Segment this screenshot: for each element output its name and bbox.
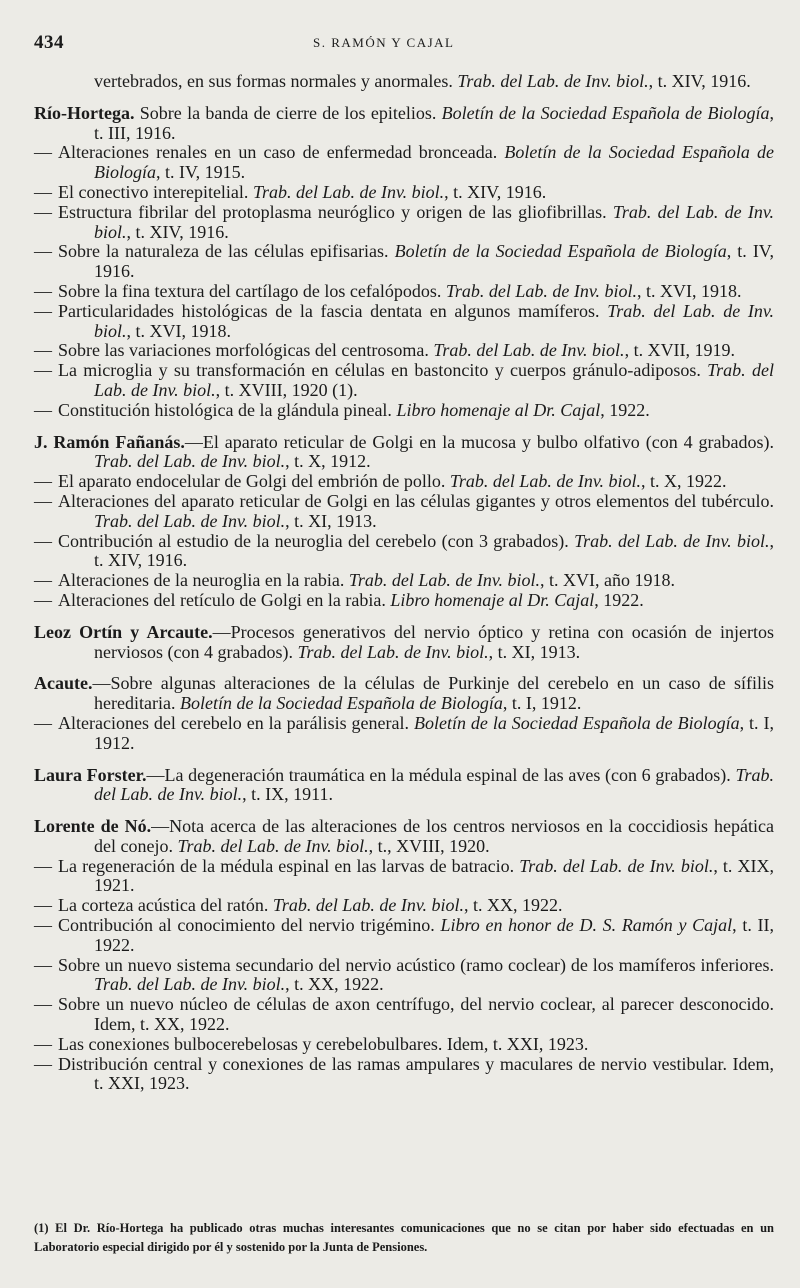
- entry-title: Alteraciones renales en un caso de enfermedad bronceada.: [58, 142, 505, 163]
- bibliography-list: [34, 72, 774, 1106]
- journal-name: Trab. del Lab. de Inv. biol.: [272, 895, 465, 916]
- volume-year: , t. X, 1912.: [285, 451, 371, 472]
- journal-name: Trab. del Lab. de Inv. biol.: [177, 835, 369, 856]
- entry-title: Distribución central y conexiones de las ramas ampulares y maculares de nervio vestibular. Idem, t. XXI, 1923.: [58, 1053, 774, 1094]
- journal-name: Libro homenaje al Dr. Cajal: [390, 589, 595, 610]
- volume-year: , t. IV, 1916.: [94, 241, 774, 282]
- bibliography-entry: [34, 302, 774, 342]
- journal-name: Libro homenaje al Dr. Cajal: [396, 399, 601, 420]
- journal-name: Trab. del Lab. de Inv. biol.: [348, 570, 541, 591]
- ditto-dash: —: [34, 570, 52, 591]
- running-title: S. RAMÓN Y CAJAL: [313, 35, 455, 50]
- volume-year: , t. XVIII, 1920 (1).: [215, 379, 358, 400]
- journal-name: Boletín de la Sociedad Española de Biología: [441, 102, 770, 123]
- page-number: 434: [34, 32, 64, 53]
- volume-year: , t. IX, 1911.: [242, 784, 333, 805]
- bibliography-entry: [34, 282, 774, 302]
- bibliography-entry: [34, 72, 774, 92]
- author-name: Laura Forster.: [34, 764, 147, 785]
- entry-title: Constitución histológica de la glándula pineal.: [58, 399, 397, 420]
- journal-name: Boletín de la Sociedad Española de Biología: [179, 693, 503, 714]
- bibliography-entry: [34, 766, 774, 806]
- entry-title: Alteraciones del cerebelo en la parálisis general.: [58, 712, 414, 733]
- journal-name: Boletín de la Sociedad Española de Biología: [413, 712, 740, 733]
- volume-year: , t. XIV, 1916.: [648, 71, 751, 91]
- entry-title: El aparato endocelular de Golgi del embrión de pollo.: [58, 471, 450, 492]
- volume-year: , t. XVI, 1918.: [637, 280, 742, 301]
- entry-title: Sobre la fina textura del cartílago de los cefalópodos.: [58, 280, 446, 301]
- ditto-dash: —: [34, 895, 52, 916]
- bibliography-entry: [34, 242, 774, 282]
- volume-year: , t. XX, 1922.: [285, 974, 384, 995]
- bibliography-entry: [34, 817, 774, 857]
- entry-title: Sobre un nuevo núcleo de células de axon centrífugo, del nervio coclear, al parecer desconocido. Idem, t. XX, 1922.: [58, 994, 774, 1035]
- ditto-dash: —: [34, 340, 52, 361]
- bibliography-entry: [34, 896, 774, 916]
- bibliography-entry: [34, 571, 774, 591]
- ditto-dash: —: [34, 471, 52, 492]
- bibliography-entry: [34, 532, 774, 572]
- entry-title: vertebrados, en sus formas normales y anormales.: [94, 71, 458, 91]
- volume-year: , t., XVIII, 1920.: [368, 835, 490, 856]
- entry-title: Alteraciones de la neuroglia en la rabia.: [58, 570, 349, 591]
- entry-title: Sobre un nuevo sistema secundario del nervio acústico (ramo coclear) de los mamíferos inferiores.: [58, 954, 774, 975]
- entry-title: —La degeneración traumática en la médula espinal de las aves (con 6 grabados).: [146, 764, 736, 785]
- ditto-dash: —: [34, 490, 52, 511]
- author-name: Leoz Ortín y Arcaute.: [34, 621, 213, 642]
- entry-title: Sobre las variaciones morfológicas del centrosoma.: [58, 340, 434, 361]
- journal-name: Boletín de la Sociedad Española de Biología: [394, 241, 727, 262]
- author-group: [34, 817, 774, 1094]
- entry-title: Particularidades histológicas de la fascia dentata en algunos mamíferos.: [58, 300, 608, 321]
- journal-name: Trab. del Lab. de Inv. biol.: [297, 641, 489, 662]
- running-head: [0, 30, 800, 54]
- journal-name: Boletín de la Sociedad Española de Biología: [94, 142, 774, 183]
- volume-year: , t. XVI, 1918.: [126, 320, 232, 341]
- ditto-dash: —: [34, 954, 52, 975]
- volume-year: , t. XVII, 1919.: [624, 340, 736, 361]
- ditto-dash: —: [34, 399, 52, 420]
- journal-name: Trab. del Lab. de Inv. biol.: [445, 280, 638, 301]
- ditto-dash: —: [34, 1053, 52, 1074]
- entry-title: —Sobre algunas alteraciones de la células de Purkinje del cerebelo en un caso de sífilis hereditaria.: [92, 673, 774, 714]
- volume-year: , t. XIV, 1916.: [126, 221, 229, 242]
- journal-name: Trab. del Lab. de Inv. biol.: [94, 451, 286, 472]
- author-group: [34, 72, 774, 92]
- entry-title: Sobre la banda de cierre de los epitelios.: [134, 102, 442, 123]
- author-group: [34, 623, 774, 663]
- bibliography-entry: [34, 1035, 774, 1055]
- bibliography-entry: [34, 401, 774, 421]
- volume-year: , t. III, 1916.: [94, 102, 774, 143]
- footnote: (1) El Dr. Río-Hortega ha publicado otras muchas interesantes comunicaciones que no se citan por haber sido efectuadas en un Laboratorio especial dirigido por él y sostenido por la Junta de Pensiones.: [34, 1221, 774, 1254]
- ditto-dash: —: [34, 181, 52, 202]
- volume-year: , t. XIX, 1921.: [94, 855, 774, 896]
- author-name: Acaute.: [34, 673, 93, 694]
- journal-name: Trab. del Lab. de Inv. biol.: [433, 340, 625, 361]
- volume-year: , t. XI, 1913.: [285, 510, 377, 531]
- volume-year: , t. XI, 1913.: [488, 641, 581, 662]
- entry-title: Alteraciones del retículo de Golgi en la rabia.: [58, 589, 391, 610]
- volume-year: , t. II, 1922.: [94, 915, 774, 955]
- bibliography-entry: [34, 714, 774, 754]
- ditto-dash: —: [34, 142, 52, 163]
- ditto-dash: —: [34, 589, 52, 610]
- bibliography-entry: [34, 472, 774, 492]
- bibliography-entry: [34, 995, 774, 1035]
- ditto-dash: —: [34, 994, 52, 1015]
- journal-name: Trab. del Lab. de Inv. biol.: [94, 300, 774, 341]
- volume-year: , t. IV, 1915.: [156, 162, 246, 183]
- volume-year: , t. I, 1912.: [94, 712, 775, 753]
- journal-name: Trab. del Lab. de Inv. biol.: [94, 510, 286, 531]
- ditto-dash: —: [34, 915, 52, 936]
- ditto-dash: —: [34, 712, 52, 733]
- volume-year: , t. XIV, 1916.: [94, 530, 774, 571]
- journal-name: Trab. del Lab. de Inv. biol.: [252, 181, 445, 202]
- bibliography-entry: [34, 492, 774, 532]
- entry-title: Alteraciones del aparato reticular de Golgi en las células gigantes y otros elementos del tubérculo.: [58, 490, 774, 511]
- entry-title: El conectivo interepitelial.: [58, 181, 253, 202]
- journal-name: Trab. del Lab. de Inv. biol.: [519, 855, 714, 876]
- bibliography-entry: [34, 623, 774, 663]
- bibliography-entry: [34, 916, 774, 956]
- bibliography-entry: [34, 956, 774, 996]
- ditto-dash: —: [34, 1033, 52, 1054]
- journal-name: Trab. del Lab. de Inv. biol.: [94, 764, 775, 805]
- bibliography-entry: [34, 104, 774, 144]
- author-group: [34, 766, 774, 806]
- bibliography-entry: [34, 857, 774, 897]
- bibliography-entry: [34, 433, 774, 473]
- entry-title: La regeneración de la médula espinal en las larvas de batracio.: [58, 855, 520, 876]
- volume-year: , t. X, 1922.: [641, 471, 727, 492]
- entry-title: Estructura fibrilar del protoplasma neuróglico y origen de las gliofibrillas.: [58, 201, 613, 222]
- volume-year: , t. XX, 1922.: [464, 895, 563, 916]
- journal-name: Trab. del Lab. de Inv. biol.: [94, 201, 774, 242]
- journal-name: Libro en honor de D. S. Ramón y Cajal: [440, 915, 733, 936]
- author-group: [34, 674, 774, 753]
- journal-name: Trab. del Lab. de Inv. biol.: [449, 471, 642, 492]
- entry-title: La microglia y su transformación en células en bastoncito y cuerpos gránulo-adiposos.: [58, 360, 708, 381]
- volume-year: , 1922.: [594, 589, 644, 610]
- entry-title: Sobre la naturaleza de las células epifisarias.: [58, 241, 395, 262]
- volume-year: , 1922.: [600, 399, 650, 420]
- ditto-dash: —: [34, 530, 52, 551]
- author-group: [34, 433, 774, 611]
- entry-title: La corteza acústica del ratón.: [58, 895, 273, 916]
- ditto-dash: —: [34, 360, 52, 381]
- bibliography-entry: [34, 341, 774, 361]
- author-group: [34, 104, 774, 421]
- bibliography-entry: [34, 183, 774, 203]
- entry-title: Las conexiones bulbocerebelosas y cerebelobulbares. Idem, t. XXI, 1923.: [58, 1033, 589, 1054]
- entry-title: —Nota acerca de las alteraciones de los centros nerviosos en la coccidiosis hepática del conejo.: [94, 816, 775, 856]
- ditto-dash: —: [34, 201, 52, 222]
- journal-name: Trab. del Lab. de Inv. biol.: [574, 530, 770, 551]
- bibliography-entry: [34, 361, 774, 401]
- volume-year: , t. I, 1912.: [502, 693, 582, 714]
- bibliography-entry: [34, 674, 774, 714]
- bibliography-entry: [34, 143, 774, 183]
- ditto-dash: —: [34, 241, 52, 262]
- bibliography-entry: [34, 203, 774, 243]
- journal-name: Trab. del Lab. de Inv. biol.: [94, 360, 774, 400]
- entry-title: —El aparato reticular de Golgi en la mucosa y bulbo olfativo (con 4 grabados).: [184, 431, 774, 452]
- volume-year: , t. XIV, 1916.: [444, 181, 547, 202]
- journal-name: Trab. del Lab. de Inv. biol.: [94, 974, 286, 995]
- author-name: J. Ramón Fañanás.: [34, 431, 185, 452]
- ditto-dash: —: [34, 300, 52, 321]
- author-name: Lorente de Nó.: [34, 816, 152, 837]
- entry-title: Contribución al conocimiento del nervio trigémino.: [58, 915, 441, 936]
- ditto-dash: —: [34, 280, 52, 301]
- entry-title: Contribución al estudio de la neuroglia del cerebelo (con 3 grabados).: [58, 530, 575, 551]
- volume-year: , t. XVI, año 1918.: [540, 570, 676, 591]
- bibliography-entry: [34, 591, 774, 611]
- bibliography-entry: [34, 1055, 774, 1095]
- journal-name: Trab. del Lab. de Inv. biol.: [457, 71, 649, 91]
- author-name: Río-Hortega.: [34, 102, 135, 123]
- entry-title: —Procesos generativos del nervio óptico y retina con ocasión de injertos nerviosos (con 4 grabados).: [94, 621, 775, 662]
- ditto-dash: —: [34, 855, 52, 876]
